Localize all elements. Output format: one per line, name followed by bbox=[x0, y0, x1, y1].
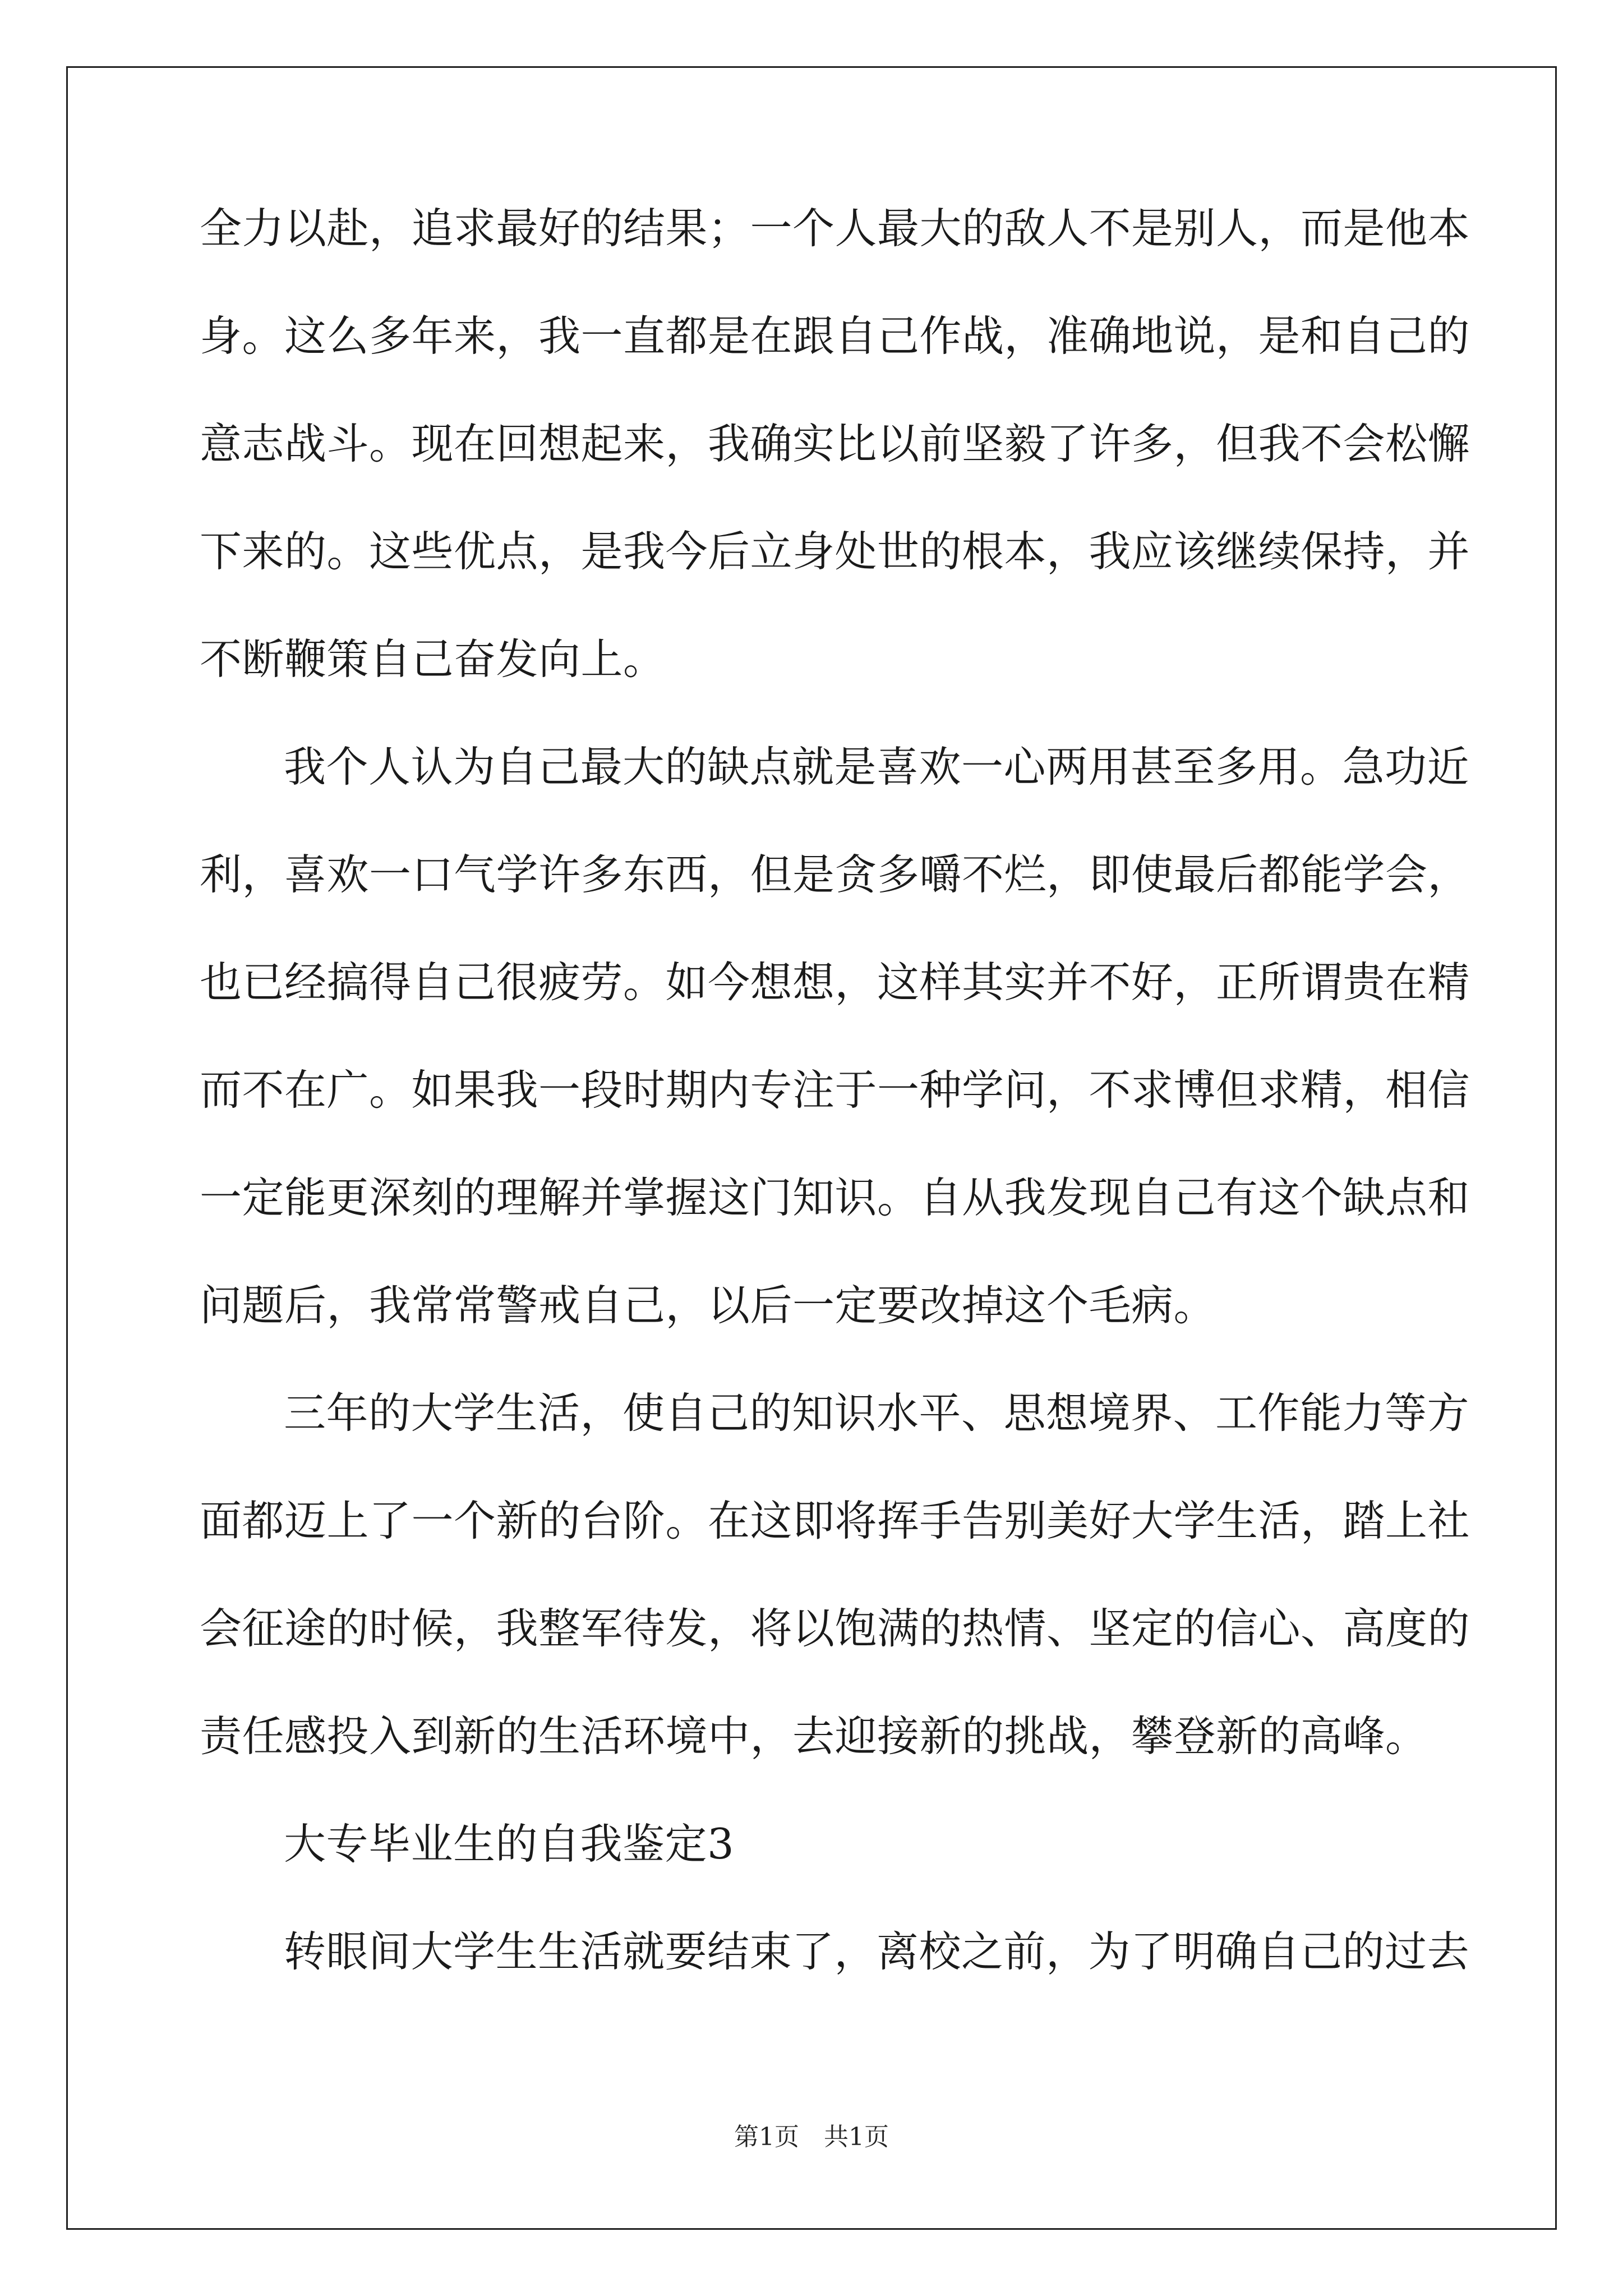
text-line-15: 责任感投入到新的生活环境中，去迎接新的挑战，攀登新的高峰。 bbox=[200, 1711, 1428, 1761]
section-heading: 大专毕业生的自我鉴定3 bbox=[284, 1819, 735, 1869]
text-line-17: 转眼间大学生生活就要结束了，离校之前，为了明确自己的过去 bbox=[284, 1927, 1470, 1976]
text-line-13: 面都迈上了一个新的台阶。在这即将挥手告别美好大学生活，踏上社 bbox=[200, 1496, 1470, 1545]
text-line-9: 而不在广。如果我一段时期内专注于一种学问，不求博但求精，相信 bbox=[200, 1065, 1470, 1115]
text-line-8: 也已经搞得自己很疲劳。如今想想，这样其实并不好，正所谓贵在精 bbox=[200, 958, 1470, 1007]
text-line-4: 下来的。这些优点，是我今后立身处世的根本，我应该继续保持，并 bbox=[200, 527, 1470, 576]
text-line-2: 身。这么多年来，我一直都是在跟自己作战，准确地说，是和自己的 bbox=[200, 311, 1470, 361]
text-line-7: 利，喜欢一口气学许多东西，但是贪多嚼不烂，即使最后都能学会， bbox=[200, 850, 1470, 899]
text-line-10: 一定能更深刻的理解并掌握这门知识。自从我发现自己有这个缺点和 bbox=[200, 1173, 1470, 1222]
text-line-3: 意志战斗。现在回想起来，我确实比以前坚毅了许多，但我不会松懈 bbox=[200, 419, 1470, 468]
text-line-5: 不断鞭策自己奋发向上。 bbox=[200, 634, 666, 684]
page-number: 第1页 共1页 bbox=[734, 2123, 889, 2151]
text-line-1: 全力以赴，追求最好的结果；一个人最大的敌人不是别人，而是他本 bbox=[200, 204, 1470, 253]
text-line-14: 会征途的时候，我整军待发，将以饱满的热情、坚定的信心、高度的 bbox=[200, 1604, 1470, 1653]
document-body bbox=[200, 204, 1470, 2039]
text-line-11: 问题后，我常常警戒自己，以后一定要改掉这个毛病。 bbox=[200, 1281, 1216, 1330]
text-line-6: 我个人认为自己最大的缺点就是喜欢一心两用甚至多用。急功近 bbox=[284, 742, 1470, 792]
text-line-12: 三年的大学生活，使自己的知识水平、思想境界、工作能力等方 bbox=[284, 1388, 1470, 1438]
